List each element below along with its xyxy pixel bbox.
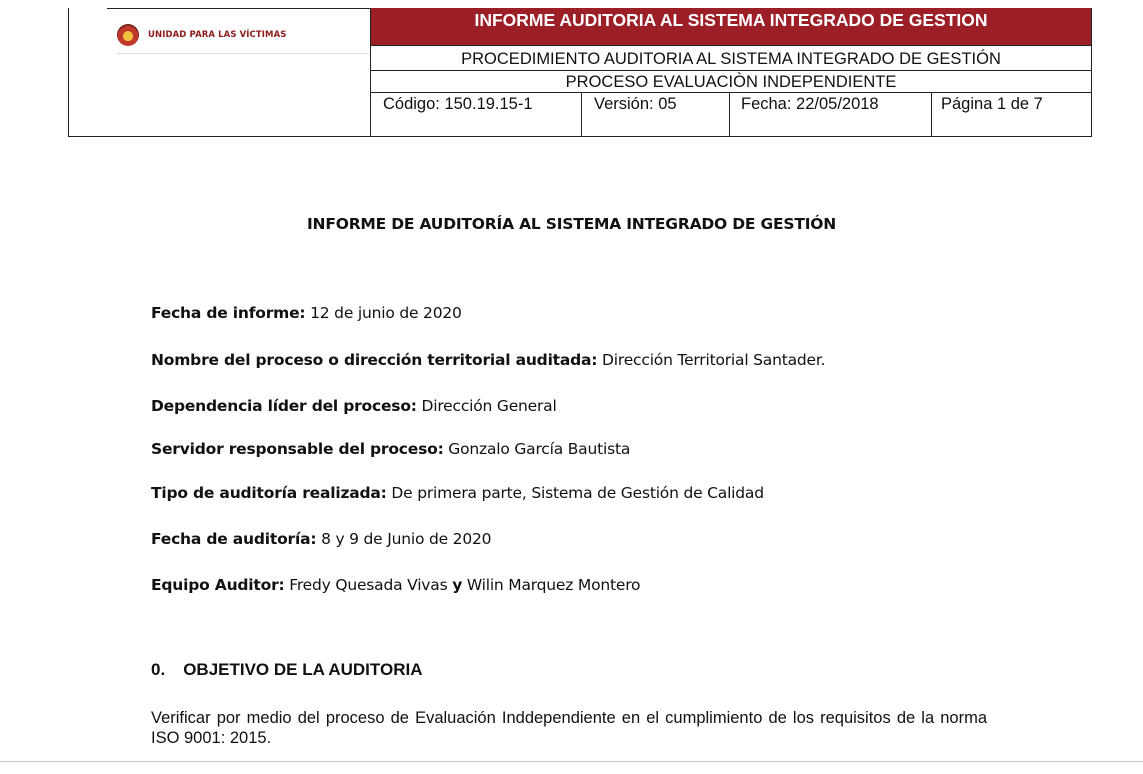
audit-date-field	[151, 530, 491, 548]
field-label: Equipo Auditor:	[151, 576, 285, 594]
field-value: 8 y 9 de Junio de 2020	[316, 530, 492, 548]
procedure-name: PROCEDIMIENTO AUDITORIA AL SISTEMA INTEGRADO DE GESTIÓN	[371, 46, 1091, 71]
coat-of-arms-icon	[117, 24, 139, 46]
document-meta-row	[371, 93, 1091, 136]
field-label: Fecha de auditoría:	[151, 530, 317, 548]
lead-dependency-field	[151, 397, 557, 415]
field-label: Nombre del proceso o dirección territorial auditada:	[151, 351, 598, 369]
logo-text: UNIDAD PARA LAS VÍCTIMAS	[148, 30, 287, 40]
section-number: 0.	[151, 660, 166, 679]
audit-type-field	[151, 484, 764, 502]
document-header-table	[68, 8, 1090, 138]
report-title: INFORME DE AUDITORÍA AL SISTEMA INTEGRADO DE GESTIÓN	[306, 215, 837, 233]
field-value: Gonzalo García Bautista	[443, 440, 631, 458]
header-info-cell	[370, 8, 1092, 137]
organization-logo	[117, 24, 287, 46]
objective-paragraph: Verificar por medio del proceso de Evaluación Inddependiente en el cumplimiento de los requisitos de la norma ISO 9001: 2015.	[151, 709, 987, 747]
document-version: Versión: 05	[581, 93, 729, 136]
audit-team-field	[151, 576, 640, 594]
document-date: Fecha: 22/05/2018	[729, 93, 931, 136]
page-bottom-rule	[0, 761, 1143, 762]
field-value: Dirección General	[416, 397, 557, 415]
field-label: Dependencia líder del proceso:	[151, 397, 417, 415]
section-title: OBJETIVO DE LA AUDITORIA	[183, 660, 423, 679]
field-value: De primera parte, Sistema de Gestión de Calidad	[386, 484, 764, 502]
logo-cell	[68, 8, 371, 137]
field-value: 12 de junio de 2020	[305, 304, 462, 322]
field-label: Tipo de auditoría realizada:	[151, 484, 387, 502]
responsible-server-field	[151, 440, 630, 458]
section-heading-objective	[151, 660, 422, 680]
report-date-field	[151, 304, 462, 322]
logo-underline	[117, 53, 369, 54]
header-band-title: INFORME AUDITORIA AL SISTEMA INTEGRADO DE GESTION	[371, 8, 1091, 46]
field-value: Wilin Marquez Montero	[462, 576, 641, 594]
process-name: PROCESO EVALUACIÒN INDEPENDIENTE	[371, 71, 1091, 93]
page-number: Página 1 de 7	[931, 93, 1091, 136]
field-joiner: y	[452, 576, 463, 594]
field-label: Servidor responsable del proceso:	[151, 440, 444, 458]
header-top-rule	[107, 8, 371, 9]
field-value: Dirección Territorial Santader.	[597, 351, 826, 369]
document-code: Código: 150.19.15-1	[383, 95, 533, 113]
field-value: Fredy Quesada Vivas	[284, 576, 453, 594]
field-label: Fecha de informe:	[151, 304, 306, 322]
audited-process-field	[151, 351, 825, 369]
